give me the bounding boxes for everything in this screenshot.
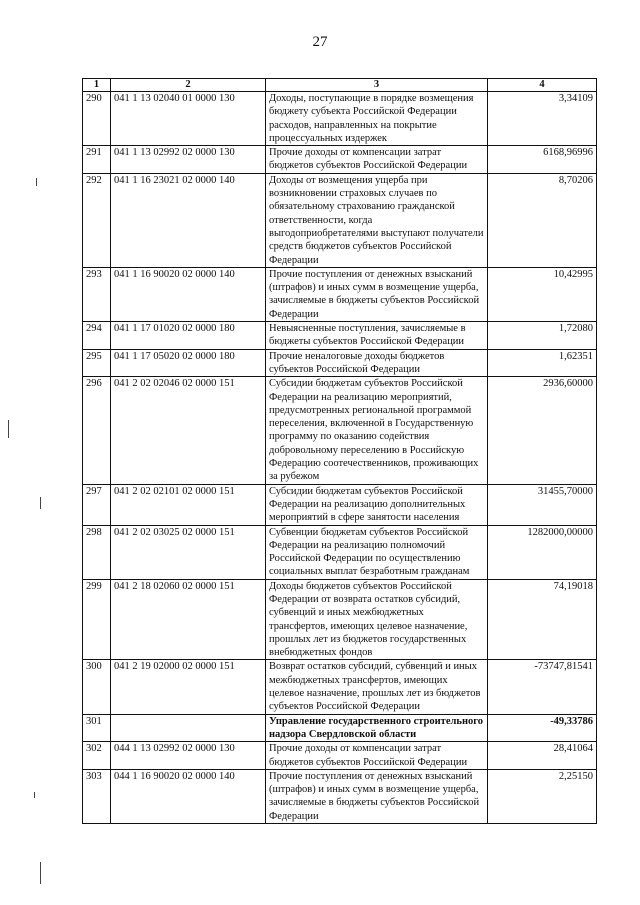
page-number: 27 <box>312 34 328 50</box>
budget-code: 041 1 17 05020 02 0000 180 <box>111 349 266 377</box>
table-row <box>83 525 597 579</box>
budget-code: 041 1 13 02040 01 0000 130 <box>111 92 266 146</box>
table-body <box>83 92 597 824</box>
table-row <box>83 660 597 714</box>
budget-code: 041 2 02 02046 02 0000 151 <box>111 377 266 484</box>
scan-margin-mark <box>8 420 9 438</box>
row-number: 299 <box>83 579 111 660</box>
table-row <box>83 579 597 660</box>
row-number: 293 <box>83 267 111 321</box>
revenue-name: Невыясненные поступления, зачисляемые в бюджеты субъектов Российской Федерации <box>266 322 488 350</box>
amount: -73747,81541 <box>488 660 597 714</box>
row-number: 298 <box>83 525 111 579</box>
revenue-name: Прочие доходы от компенсации затрат бюджетов субъектов Российской Федерации <box>266 742 488 770</box>
revenue-name: Возврат остатков субсидий, субвенций и иных межбюджетных трансфертов, имеющих целевое назначение, прошлых лет из бюджетов субъектов Российской Федерации <box>266 660 488 714</box>
row-number: 300 <box>83 660 111 714</box>
scan-margin-mark <box>34 792 35 798</box>
revenue-name: Прочие поступления от денежных взысканий (штрафов) и иных сумм в возмещение ущерба, зачисляемые в бюджеты субъектов Российской Федерации <box>266 267 488 321</box>
revenue-table <box>82 78 597 824</box>
budget-code: 044 1 16 90020 02 0000 140 <box>111 769 266 823</box>
table-row <box>83 484 597 525</box>
amount: 1,72080 <box>488 322 597 350</box>
revenue-name: Доходы от возмещения ущерба при возникновении страховых случаев по обязательному страхованию гражданской ответственности, когда выгодоприобретателями выступают получатели средств бюджетов субъектов Российской Федерации <box>266 173 488 267</box>
amount: -49,33786 <box>488 714 597 742</box>
scan-margin-mark <box>40 497 41 509</box>
revenue-name: Доходы бюджетов субъектов Российской Федерации от возврата остатков субсидий, субвенций и иных межбюджетных трансфертов, имеющих целевое назначение, прошлых лет из бюджетов государственных внебюджетных фондов <box>266 579 488 660</box>
amount: 28,41064 <box>488 742 597 770</box>
table-row <box>83 173 597 267</box>
amount: 6168,96996 <box>488 146 597 174</box>
revenue-name: Прочие доходы от компенсации затрат бюджетов субъектов Российской Федерации <box>266 146 488 174</box>
row-number: 303 <box>83 769 111 823</box>
revenue-name: Прочие поступления от денежных взысканий (штрафов) и иных сумм в возмещение ущерба, зачисляемые в бюджеты субъектов Российской Федерации <box>266 769 488 823</box>
amount: 10,42995 <box>488 267 597 321</box>
amount: 74,19018 <box>488 579 597 660</box>
budget-code: 041 2 02 02101 02 0000 151 <box>111 484 266 525</box>
amount: 1,62351 <box>488 349 597 377</box>
revenue-name: Субсидии бюджетам субъектов Российской Федерации на реализацию мероприятий, предусмотренных региональной программой переселения, включенной в Государственную программу по оказанию содействия добровольному переселению в Российскую Федерацию соотечественников, проживающих за рубежом <box>266 377 488 484</box>
table-row <box>83 146 597 174</box>
table-row <box>83 349 597 377</box>
amount: 1282000,00000 <box>488 525 597 579</box>
budget-code: 041 1 16 90020 02 0000 140 <box>111 267 266 321</box>
budget-code: 041 1 16 23021 02 0000 140 <box>111 173 266 267</box>
revenue-name: Субвенции бюджетам субъектов Российской Федерации на реализацию полномочий Российской Федерации по осуществлению социальных выплат безработным гражданам <box>266 525 488 579</box>
table-row <box>83 742 597 770</box>
table-row <box>83 322 597 350</box>
amount: 2936,60000 <box>488 377 597 484</box>
row-number: 294 <box>83 322 111 350</box>
table-row <box>83 267 597 321</box>
header-row <box>83 79 597 92</box>
amount: 2,25150 <box>488 769 597 823</box>
row-number: 301 <box>83 714 111 742</box>
revenue-name: Субсидии бюджетам субъектов Российской Федерации на реализацию дополнительных мероприятий в сфере занятости населения <box>266 484 488 525</box>
revenue-name: Доходы, поступающие в порядке возмещения бюджету субъекта Российской Федерации расходов, направленных на покрытие процессуальных издержек <box>266 92 488 146</box>
row-number: 290 <box>83 92 111 146</box>
row-number: 291 <box>83 146 111 174</box>
amount: 3,34109 <box>488 92 597 146</box>
budget-code: 041 1 13 02992 02 0000 130 <box>111 146 266 174</box>
row-number: 295 <box>83 349 111 377</box>
header-col-4: 4 <box>488 79 597 92</box>
table-row <box>83 377 597 484</box>
table-header <box>83 79 597 92</box>
scan-margin-mark <box>36 178 37 186</box>
budget-code <box>111 714 266 742</box>
amount: 31455,70000 <box>488 484 597 525</box>
table-row <box>83 714 597 742</box>
row-number: 302 <box>83 742 111 770</box>
row-number: 296 <box>83 377 111 484</box>
budget-code: 041 2 18 02060 02 0000 151 <box>111 579 266 660</box>
row-number: 297 <box>83 484 111 525</box>
row-number: 292 <box>83 173 111 267</box>
header-col-1: 1 <box>83 79 111 92</box>
budget-code: 041 2 19 02000 02 0000 151 <box>111 660 266 714</box>
revenue-name: Прочие неналоговые доходы бюджетов субъектов Российской Федерации <box>266 349 488 377</box>
budget-code: 044 1 13 02992 02 0000 130 <box>111 742 266 770</box>
header-col-3: 3 <box>266 79 488 92</box>
table-row <box>83 92 597 146</box>
budget-code: 041 1 17 01020 02 0000 180 <box>111 322 266 350</box>
revenue-name: Управление государственного строительного надзора Свердловской области <box>266 714 488 742</box>
scan-margin-mark <box>40 862 41 884</box>
table-row <box>83 769 597 823</box>
budget-code: 041 2 02 03025 02 0000 151 <box>111 525 266 579</box>
amount: 8,70206 <box>488 173 597 267</box>
header-col-2: 2 <box>111 79 266 92</box>
